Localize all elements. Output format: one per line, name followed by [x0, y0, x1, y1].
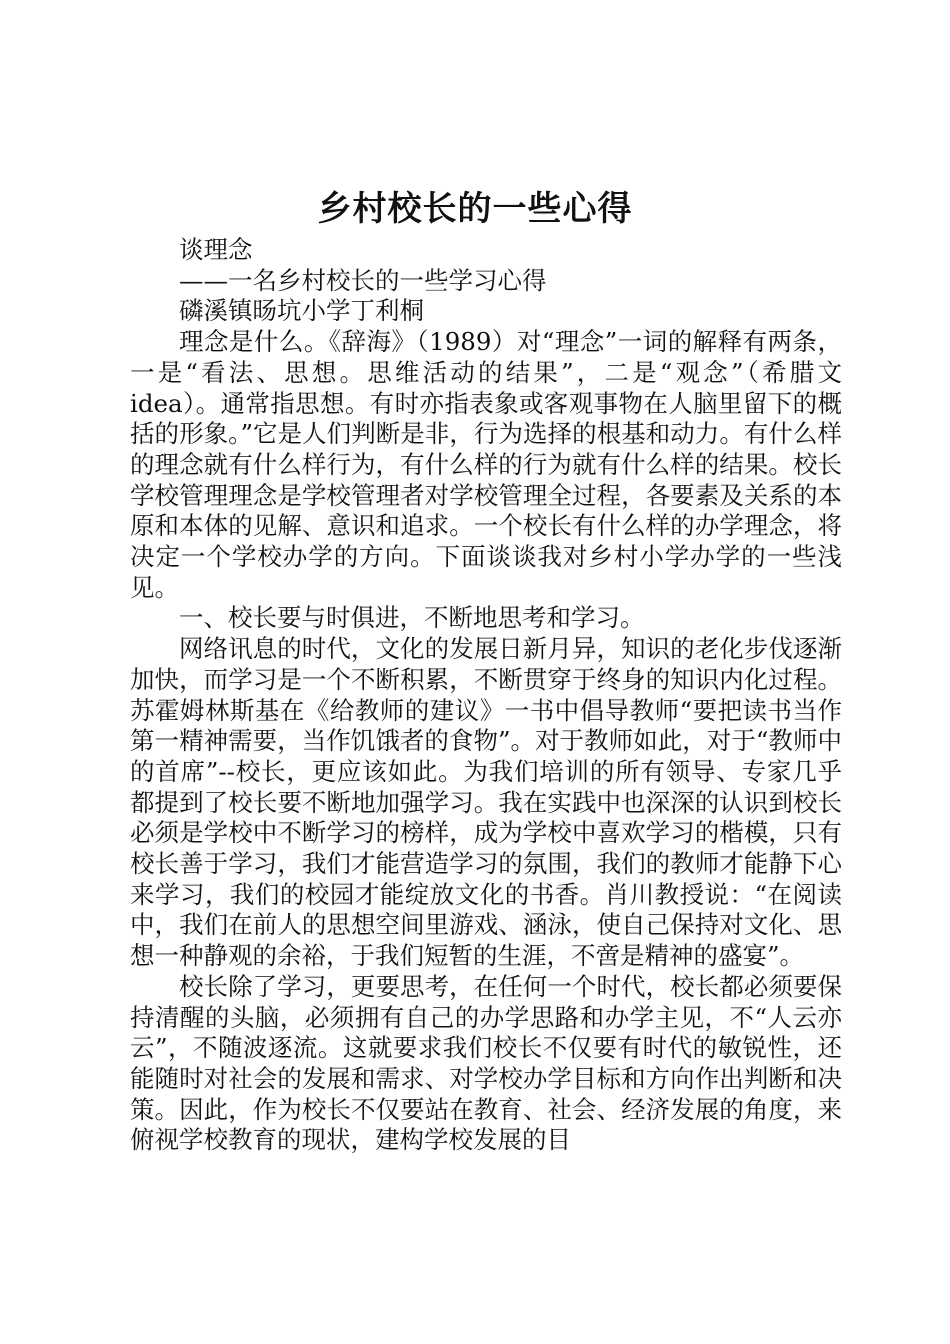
- paragraph-subtitle: ——一名乡村校长的一些学习心得: [179, 265, 547, 295]
- paragraph-author: 磷溪镇旸坑小学丁利桐: [179, 296, 424, 326]
- document-body: [130, 235, 842, 1156]
- document-title: 乡村校长的一些心得: [317, 189, 633, 229]
- paragraph-learning: 网络讯息的时代，文化的发展日新月异，知识的老化步伐逐渐加快，而学习是一个不断积累，不断贯穿于终身的知识内化过程。苏霍姆林斯基在《给教师的建议》一书中倡导教师“要把读书当作第一精神需要，当作饥饿者的食物”。对于教师如此，对于“教师中的首席”--校长，更应该如此。为我们培训的所有领导、专家几乎都提到了校长要不断地加强学习。我在实践中也深深的认识到校长必须是学校中不断学习的榜样，成为学校中喜欢学习的楷模，只有校长善于学习，我们才能营造学习的氛围，我们的教师才能静下心来学习，我们的校园才能绽放文化的书香。肖川教授说：“在阅读中，我们在前人的思想空间里游戏、涵泳，使自己保持对文化、思想一种静观的余裕，于我们短暂的生涯，不啻是精神的盛宴”。: [130, 634, 842, 971]
- paragraph-thinking: 校长除了学习，更要思考，在任何一个时代，校长都必须要保持清醒的头脑，必须拥有自己的办学思路和办学主见，不“人云亦云”，不随波逐流。这就要求我们校长不仅要有时代的敏锐性，还能随时对社会的发展和需求、对学校办学目标和方向作出判断和决策。因此，作为校长不仅要站在教育、社会、经济发展的角度，来俯视学校教育的现状，建构学校发展的目: [130, 971, 842, 1155]
- paragraph-definition: 理念是什么。《辞海》（1989）对“理念”一词的解释有两条，一是“看法、思想。思维活动的结果”，二是“观念”（希腊文idea）。通常指思想。有时亦指表象或客观事物在人脑里留下的概括的形象。”它是人们判断是非，行为选择的根基和动力。有什么样的理念就有什么样行为，有什么样的行为就有什么样的结果。校长学校管理理念是学校管理者对学校管理全过程，各要素及关系的本原和本体的见解、意识和追求。一个校长有什么样的办学理念，将决定一个学校办学的方向。下面谈谈我对乡村小学办学的一些浅见。: [130, 327, 842, 602]
- section-heading-1: 一、校长要与时俱进，不断地思考和学习。: [179, 603, 645, 633]
- paragraph-topic: 谈理念: [179, 235, 253, 264]
